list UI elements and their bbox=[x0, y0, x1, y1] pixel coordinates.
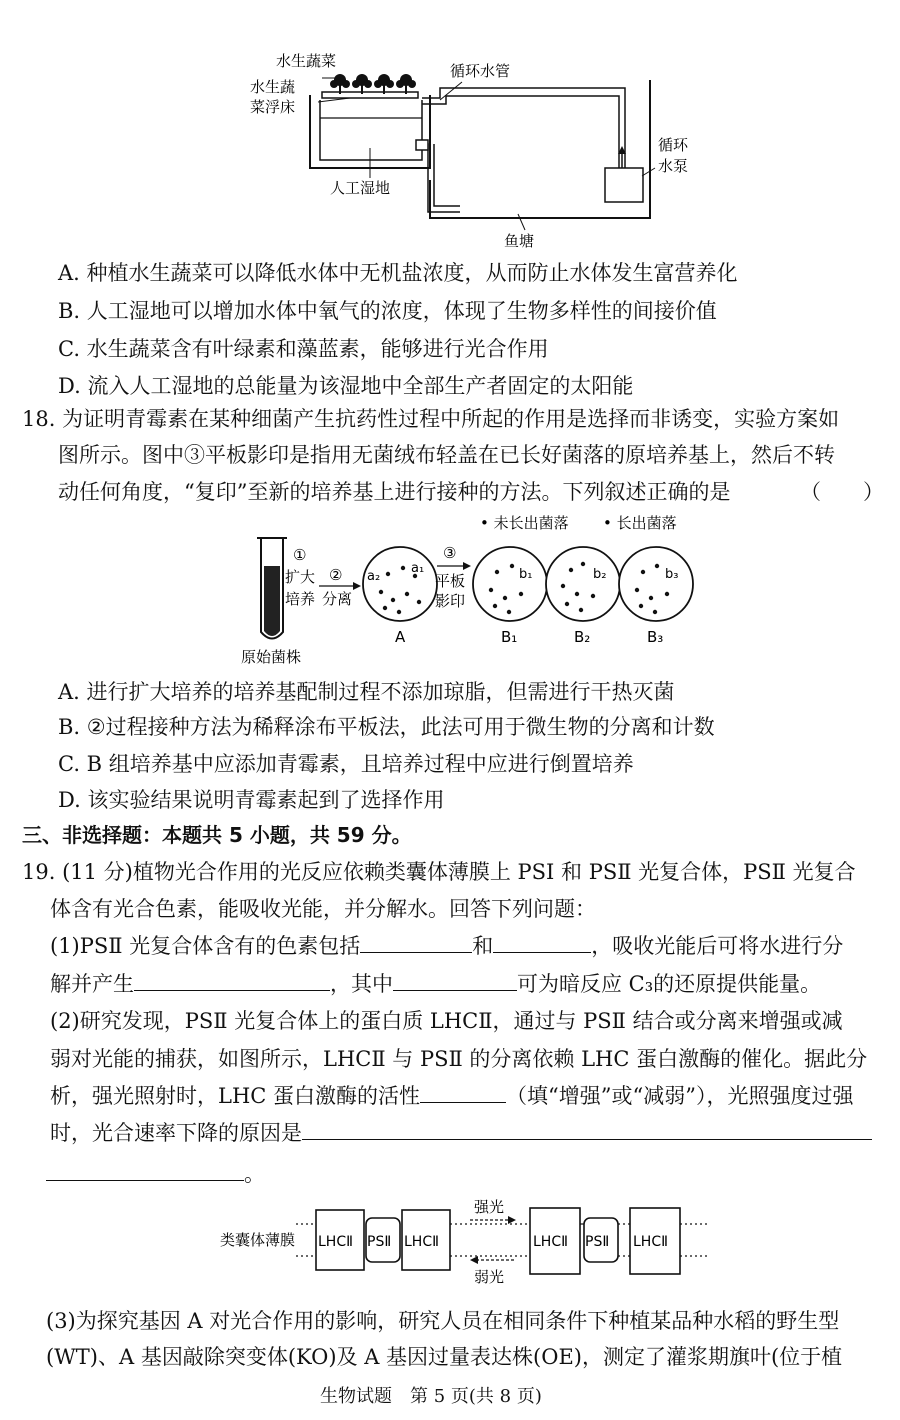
q17-option-a: A. 种植水生蔬菜可以降低水体中无机盐浓度，从而防止水体发生富营养化 bbox=[58, 261, 738, 285]
q18-stem-3 bbox=[58, 478, 730, 506]
water-pump bbox=[605, 168, 643, 202]
label-b3: b₃ bbox=[665, 567, 679, 582]
q17-option-c: C. 水生蔬菜含有叶绿素和藻蓝素，能够进行光合作用 bbox=[58, 337, 549, 361]
q19-part2-text-b: （填“增强”或“减弱”），光照强度过强 bbox=[506, 1084, 854, 1108]
q18-stem-2: 图所示。图中③平板影印是指用无菌绒布轻盖在已长好菌落的原培养基上，然后不转 bbox=[58, 443, 835, 467]
page-footer: 生物试题 第 5 页(共 8 页) bbox=[320, 1386, 542, 1407]
legend-colony: • 长出菌落 bbox=[603, 514, 677, 532]
label-b1: b₁ bbox=[519, 567, 533, 582]
q19-part1-text-c: ，吸收光能后可将水进行分 bbox=[591, 934, 844, 958]
lhc-right-2-label: LHCⅡ bbox=[633, 1234, 668, 1250]
label-pump-1: 循环 bbox=[658, 136, 689, 154]
plate-b1 bbox=[473, 547, 547, 621]
floating-bed bbox=[322, 92, 418, 98]
q19-part1-text-e: ，其中 bbox=[330, 972, 393, 996]
label-step2-a: 分离 bbox=[322, 590, 353, 608]
answer-blank-reason-1[interactable] bbox=[302, 1119, 872, 1140]
q19-stem-2: 体含有光合色素，能吸收光能，并分解水。回答下列问题： bbox=[50, 897, 596, 921]
wetland-pond-diagram bbox=[250, 40, 690, 255]
label-a1: a₁ bbox=[411, 561, 425, 576]
q18-option-c: C. B 组培养基中应添加青霉素，且培养过程中应进行倒置培养 bbox=[58, 752, 634, 776]
legend-no-colony: • 未长出菌落 bbox=[480, 514, 569, 532]
section-title: 三、非选择题：本题共 5 小题，共 59 分。 bbox=[22, 823, 412, 847]
q19-part2-line5 bbox=[46, 1160, 265, 1188]
q19-part2-line2: 弱对光能的捕获，如图所示，LHCⅡ 与 PSⅡ 的分离依赖 LHC 蛋白激酶的催化。据此分 bbox=[50, 1047, 868, 1071]
lhc-left-2-label: LHCⅡ bbox=[404, 1234, 439, 1250]
label-pump-2: 水泵 bbox=[658, 157, 689, 175]
q19-part3-line1: (3)为探究基因 A 对光合作用的影响，研究人员在相同条件下种植某品种水稻的野生型 bbox=[46, 1309, 840, 1333]
label-plate-b3: B₃ bbox=[647, 628, 664, 646]
answer-blank-energy[interactable] bbox=[393, 970, 517, 991]
ps-right-label: PSⅡ bbox=[585, 1234, 610, 1250]
label-floatbed-1: 水生蔬 bbox=[250, 78, 296, 96]
q19-stem-1: 19. (11 分)植物光合作用的光反应依赖类囊体薄膜上 PSⅠ 和 PSⅡ 光复合体，PSⅡ 光复合 bbox=[22, 860, 856, 884]
q19-part2-line4 bbox=[50, 1119, 872, 1147]
q19-part1-line1 bbox=[50, 932, 843, 960]
label-tube: 原始菌株 bbox=[241, 648, 302, 666]
q18-stem-1: 18. 为证明青霉素在某种细菌产生抗药性过程中所起的作用是选择而非诱变，实验方案如 bbox=[22, 407, 840, 431]
lhc-right-1-label: LHCⅡ bbox=[533, 1234, 568, 1250]
q19-part3-line2: (WT)、A 基因敲除突变体(KO)及 A 基因过量表达株(OE)，测定了灌浆期旗叶(位于植 bbox=[46, 1345, 843, 1369]
label-weak-light: 弱光 bbox=[474, 1268, 505, 1286]
label-pond: 鱼塘 bbox=[504, 232, 535, 250]
lhc-psii-diagram bbox=[220, 1190, 720, 1290]
q18-stem-3-text: 动任何角度，“复印”至新的培养基上进行接种的方法。下列叙述正确的是 bbox=[58, 480, 731, 504]
answer-blank-reason-2[interactable] bbox=[46, 1160, 244, 1181]
label-step1-b: 培养 bbox=[285, 590, 316, 608]
q18-answer-paren: （ ） bbox=[800, 480, 884, 504]
label-step1: ① bbox=[293, 546, 307, 564]
q17-option-d: D. 流入人工湿地的总能量为该湿地中全部生产者固定的太阳能 bbox=[58, 374, 634, 398]
label-a2: a₂ bbox=[367, 569, 381, 584]
test-tube bbox=[257, 538, 287, 639]
plate-b3 bbox=[619, 547, 693, 621]
q19-part2-text-c: 时，光合速率下降的原因是 bbox=[50, 1121, 302, 1145]
circulation-pipe bbox=[422, 88, 625, 212]
label-step1-a: 扩大 bbox=[285, 568, 316, 586]
label-floatbed-2: 菜浮床 bbox=[250, 98, 296, 116]
answer-blank-pigment-2[interactable] bbox=[493, 932, 591, 953]
label-b2: b₂ bbox=[593, 567, 607, 582]
answer-blank-products[interactable] bbox=[134, 970, 330, 991]
q17-option-b: B. 人工湿地可以增加水体中氧气的浓度，体现了生物多样性的间接价值 bbox=[58, 299, 717, 323]
vegetable-plants bbox=[330, 74, 416, 94]
plate-a bbox=[363, 547, 437, 621]
q18-option-d: D. 该实验结果说明青霉素起到了选择作用 bbox=[58, 788, 445, 812]
plate-replica-diagram bbox=[225, 512, 705, 670]
q19-part1-text-f: 可为暗反应 C₃的还原提供能量。 bbox=[517, 972, 822, 996]
label-pipe: 循环水管 bbox=[450, 62, 511, 80]
label-strong-light: 强光 bbox=[474, 1198, 505, 1216]
q19-part2-line3 bbox=[50, 1082, 853, 1110]
label-plate-b1: B₁ bbox=[501, 628, 518, 646]
q19-part1-text-d: 解并产生 bbox=[50, 972, 134, 996]
answer-blank-activity[interactable] bbox=[420, 1082, 506, 1103]
q19-part2-line1: (2)研究发现，PSⅡ 光复合体上的蛋白质 LHCⅡ，通过与 PSⅡ 结合或分离来增强或减 bbox=[50, 1009, 843, 1033]
q19-part1-text-b: 和 bbox=[472, 934, 494, 958]
q19-part1-text-a: (1)PSⅡ 光复合体含有的色素包括 bbox=[50, 934, 361, 958]
label-wetland: 人工湿地 bbox=[330, 179, 391, 197]
label-vegetable: 水生蔬菜 bbox=[276, 52, 337, 70]
answer-blank-pigment-1[interactable] bbox=[360, 932, 472, 953]
label-step3-a: 平板 bbox=[435, 572, 466, 590]
label-plate-a: A bbox=[395, 628, 406, 646]
label-plate-b2: B₂ bbox=[574, 628, 591, 646]
label-step3: ③ bbox=[443, 544, 457, 562]
q19-part2-text-a: 析，强光照射时，LHC 蛋白激酶的活性 bbox=[50, 1084, 421, 1108]
label-membrane: 类囊体薄膜 bbox=[220, 1231, 296, 1249]
label-step2: ② bbox=[329, 566, 343, 584]
q19-part1-line2 bbox=[50, 970, 821, 998]
label-step3-b: 影印 bbox=[435, 592, 466, 610]
lhc-left-1-label: LHCⅡ bbox=[318, 1234, 353, 1250]
q18-option-b: B. ②过程接种方法为稀释涂布平板法，此法可用于微生物的分离和计数 bbox=[58, 715, 715, 739]
q18-option-a: A. 进行扩大培养的培养基配制过程不添加琼脂，但需进行干热灭菌 bbox=[58, 680, 675, 704]
q19-part2-text-d: 。 bbox=[244, 1162, 265, 1186]
ps-left-label: PSⅡ bbox=[367, 1234, 392, 1250]
